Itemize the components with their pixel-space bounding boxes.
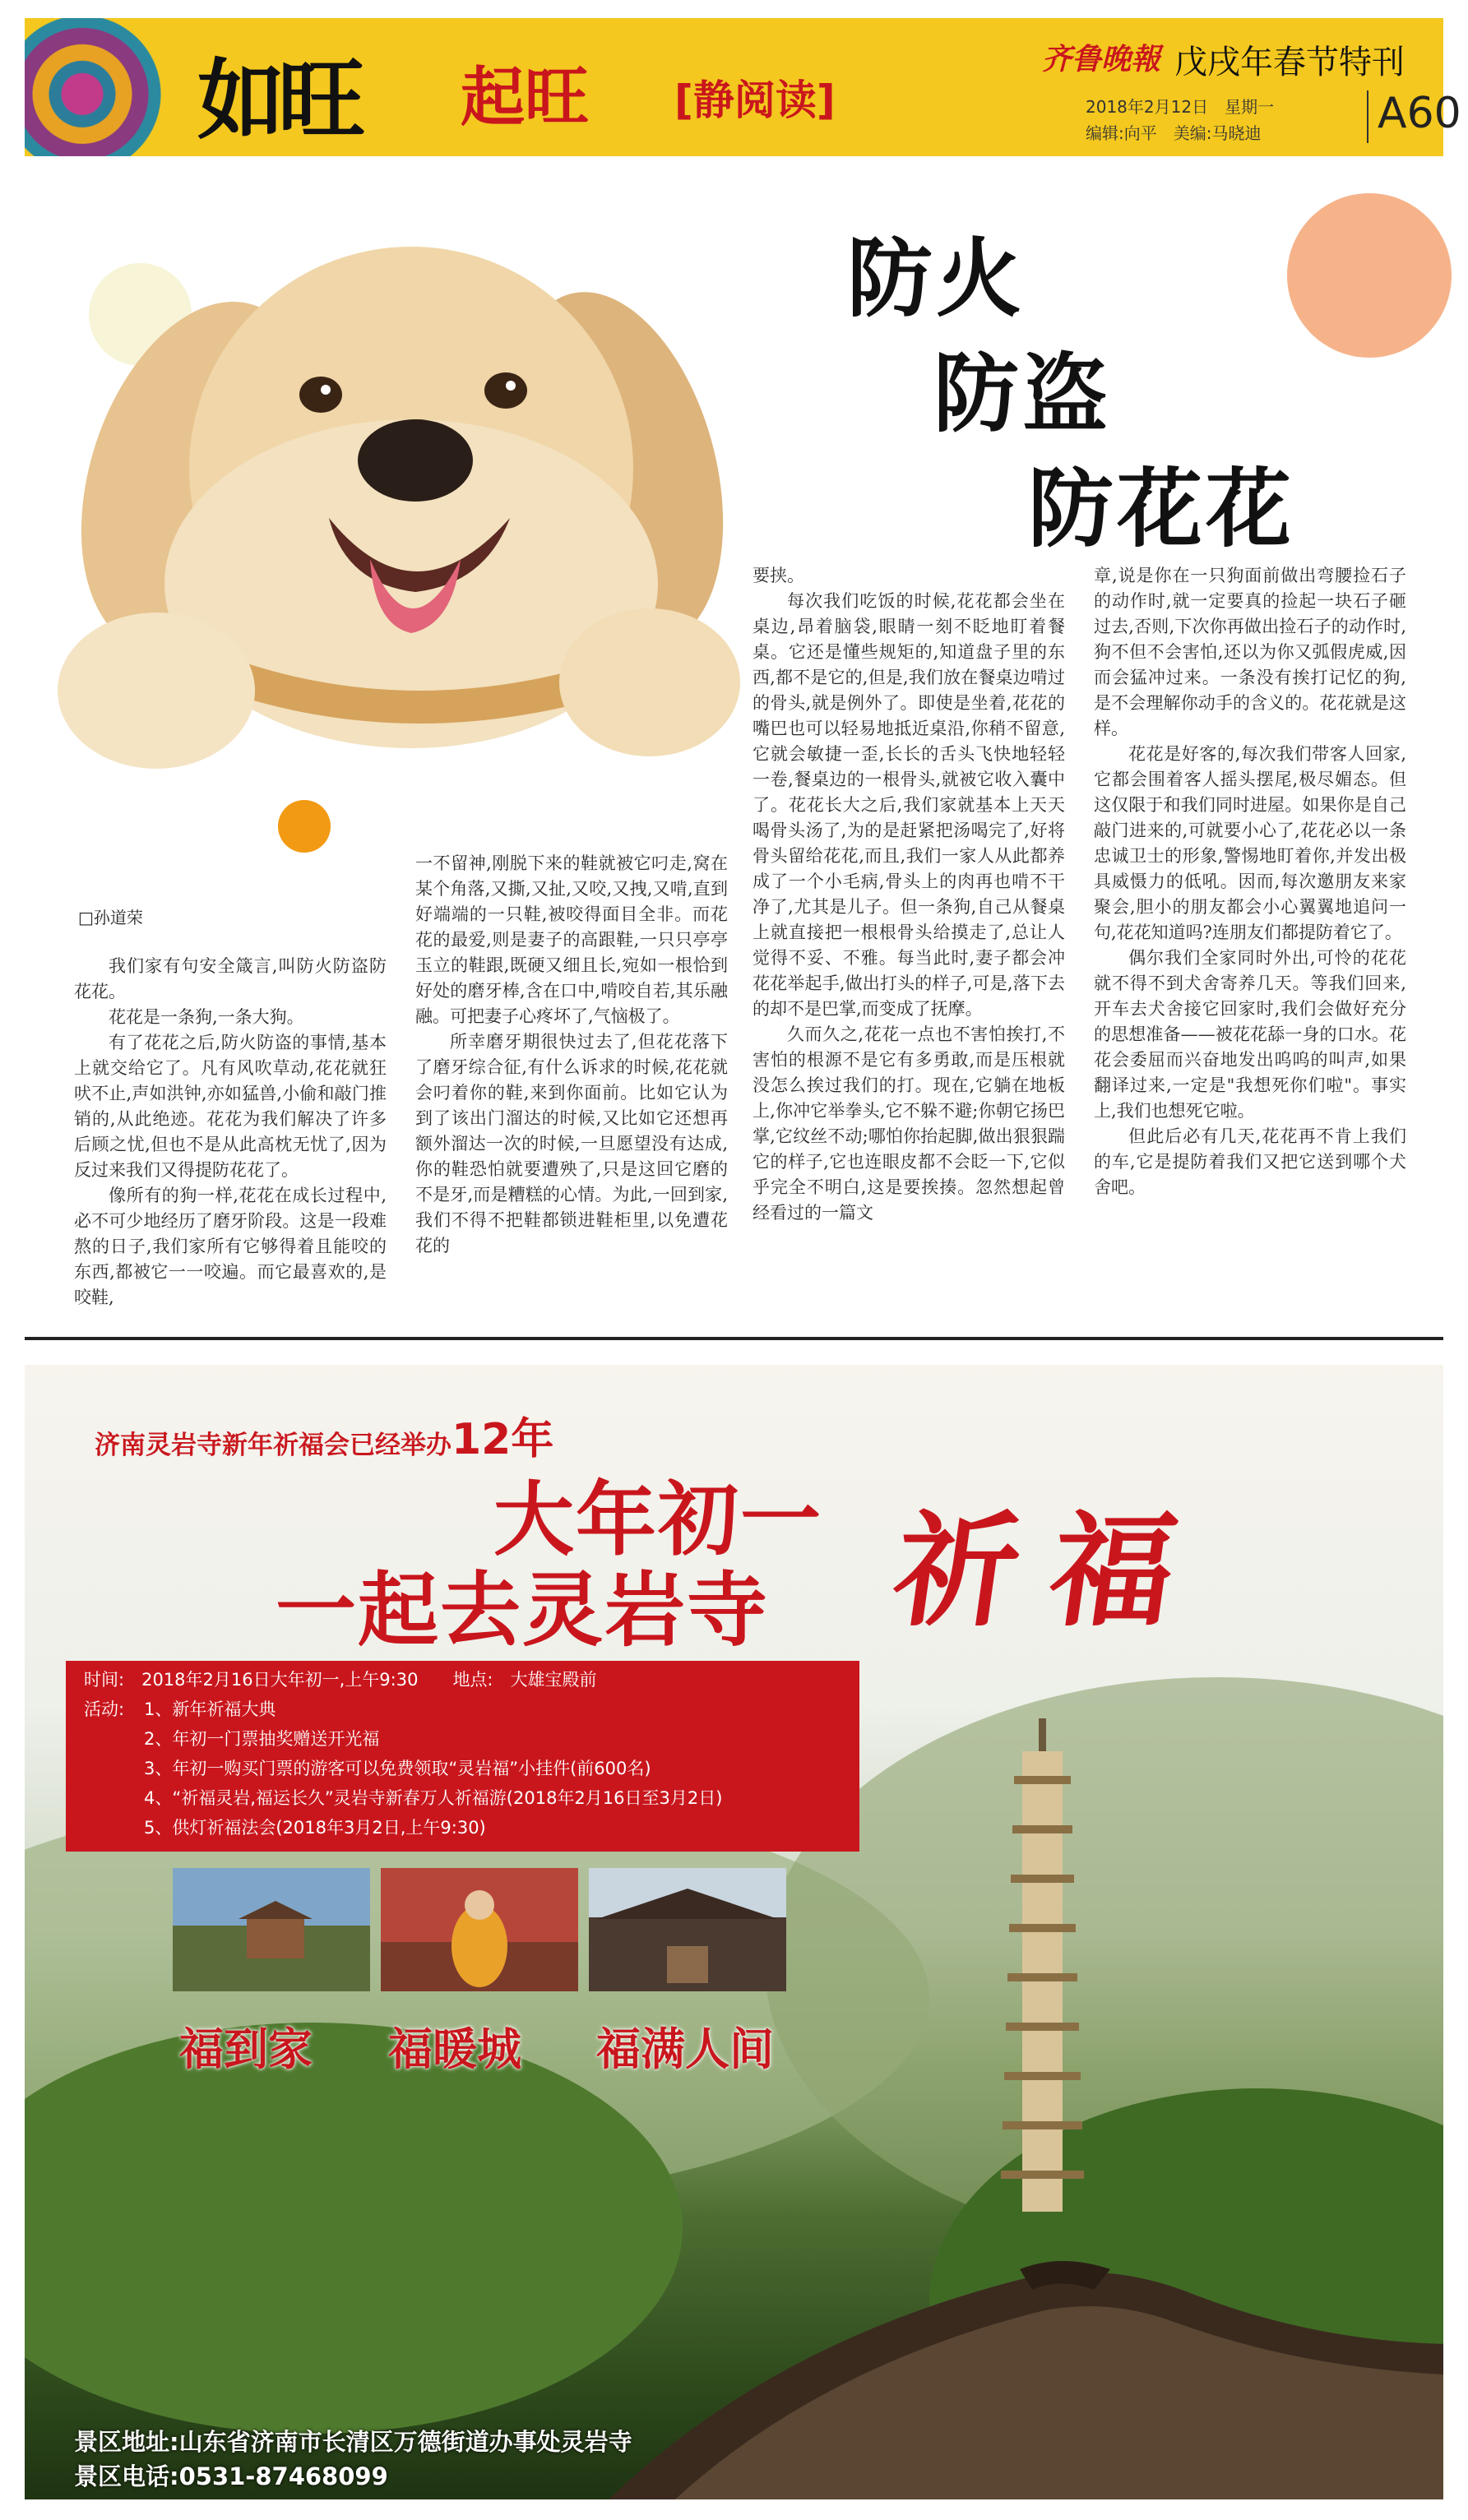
activities-label: 活动: [84, 1699, 125, 1719]
decor-circle-peach [1287, 193, 1452, 358]
brush-title-2: 起旺 [461, 60, 590, 135]
decorative-pattern [25, 18, 169, 156]
paragraph: 我们家有句安全箴言,叫防火防盗防花花。 [74, 956, 387, 1001]
ad-subtitle [95, 1404, 553, 1466]
divider [1367, 90, 1368, 143]
event-info-box [66, 1661, 859, 1852]
paragraph: 一不留神,刚脱下来的鞋就被它叼走,窝在某个角落,又撕,又扯,又咬,又拽,又啃,直到好端端的一只鞋,被咬得面目全非。而花花的最爱,则是妻子的高跟鞋,一只只亭亭玉立的鞋跟,既硬又细且长,宛如一根恰到好处的磨牙棒,含在口中,啃咬自若,其乐融融。可把妻子心疼坏了,气恼极了。 [415, 853, 728, 1026]
article-title-line-3: 防花花 [1028, 458, 1295, 559]
byline: □孙道荣 [78, 908, 143, 927]
paragraph: 章,说是你在一只狗面前做出弯腰捡石子的动作时,就一定要真的捡起一块石子砸过去,否则,下次你再做出捡石子的动作时,狗不但不会害怕,还以为你又弧假虎威,因而会猛冲过来。一条没有挨打记忆的狗,是不会理解你动手的含义的。花花就是这样。 [1094, 566, 1406, 738]
section-divider [25, 1337, 1443, 1340]
article-title-line-2: 防盗 [933, 343, 1112, 444]
paragraph: 偶尔我们全家同时外出,可怜的花花就不得不到犬舍寄养几天。等我们回来,开车去犬舍接它回家时,我们会做好充分的思想准备——被花花舔一身的口水。花花会委屈而兴奋地发出呜呜的叫声,如果翻译过来,一定是"我想死你们啦"。事实上,我们也想死它啦。 [1094, 948, 1406, 1121]
photo-temple-hall [589, 1868, 786, 1991]
slogan-1: 福到家 [179, 2023, 313, 2075]
page-number: A60 [1378, 89, 1461, 138]
activity-item: 1、新年祈福大典 [144, 1699, 276, 1719]
activity-item: 3、年初一购买门票的游客可以免费领取“灵岩福”小挂件(前600名) [144, 1759, 651, 1778]
ad-blessing-calligraphy: 祈福 [884, 1499, 1218, 1644]
paragraph: 有了花花之后,防火防盗的事情,基本上就交给它了。凡有风吹草动,花花就狂吠不止,声如洪钟,亦如猛兽,小偷和敲门推销的,从此绝迹。花花为我们解决了许多后顾之忧,但也不是从此高枕无忧了,因为反过来我们又得提防花花了。 [74, 1033, 387, 1180]
article-column-3 [753, 563, 1065, 1226]
paragraph: 但此后必有几天,花花再不肯上我们的车,它是提防着我们又把它送到哪个犬舍吧。 [1094, 1126, 1406, 1197]
paragraph: 每次我们吃饭的时候,花花都会坐在桌边,昂着脑袋,眼睛一刻不眨地盯着餐桌。它还是懂些规矩的,知道盘子里的东西,都不是它的,但是,我们放在餐桌边啃过的骨头,就是例外了。即使是坐着,花花的嘴巴也可以轻易地抵近桌沿,你稍不留意,它就会敏捷一歪,长长的舌头飞快地轻轻一卷,餐桌边的一根骨头,就被它收入囊中了。花花长大之后,我们家就基本上天天喝骨头汤了,为的是赶紧把汤喝完了,好将骨头留给花花,而且,我们一家人从此都养成了一个小毛病,骨头上的肉再也啃不干净了,尤其是儿子。但一条狗,自己从餐桌上就直接把一根根骨头给摸走了,总让人觉得不妥、不雅。每当此时,妻子都会冲花花举起手,做出打头的样子,可是,落下去的却不是巴掌,而变成了抚摩。 [753, 591, 1065, 1019]
section-tag: [静阅读] [674, 76, 836, 124]
slogan-2: 福暖城 [388, 2023, 521, 2075]
photo-monk-ceremony [381, 1868, 578, 1991]
paragraph: 像所有的狗一样,花花在成长过程中,必不可少地经历了磨牙阶段。这是一段难熬的日子,我们家所有它够得着且能咬的东西,都被它一一咬遍。而它最喜欢的,是咬鞋, [74, 1186, 387, 1307]
ad-subtitle-text: 济南灵岩寺新年祈福会已经举办 [95, 1431, 452, 1460]
page-header [25, 18, 1461, 156]
place-value: 大雄宝殿前 [510, 1670, 597, 1690]
paragraph: 花花是好客的,每次我们带客人回家,它都会围着客人摇头摆尾,极尽媚态。但这仅限于和我们同时进屋。如果你是自己敲门进来的,可就要小心了,花花必以一条忠诚卫士的形象,警惕地盯着你,并发出极具威慑力的低吼。因而,每次邀朋友来家聚会,胆小的朋友都会小心翼翼地追问一句,花花知道吗?连朋友们都提防着它了。 [1094, 744, 1406, 942]
ad-headline-1: 大年初一 [493, 1473, 823, 1567]
article-column-4 [1094, 563, 1406, 1200]
ad-subtitle-number: 12年 [452, 1415, 554, 1464]
slogan-3: 福满人间 [596, 2023, 774, 2075]
puppy-illustration [25, 197, 765, 773]
activity-item: 5、供灯祈福法会(2018年3月2日,上午9:30) [144, 1818, 486, 1838]
temple-roof-illustration [600, 2245, 1443, 2499]
paragraph: 所幸磨牙期很快过去了,但花花落下了磨牙综合征,有什么诉求的时候,花花就会叼着你的鞋,来到你面前。比如它认为到了该出门溜达的时候,又比如它还想再额外溜达一次的时候,一旦愿望没有达成,你的鞋恐怕就要遭殃了,只是这回它磨的不是牙,而是糟糕的心情。为此,一回到家,我们不得不把鞋都锁进鞋柜里,以免遭花花的 [415, 1032, 728, 1255]
activity-item: 4、“祈福灵岩,福运长久”灵岩寺新春万人祈福游(2018年2月16日至3月2日) [144, 1788, 723, 1808]
editors-line: 编辑:向平 美编:马晓迪 [1086, 123, 1262, 143]
issue-date: 2018年2月12日 星期一 [1086, 97, 1275, 117]
pagoda-illustration [999, 1718, 1086, 2228]
article-title-line-1: 防火 [847, 228, 1026, 329]
decor-circle-orange [278, 800, 331, 853]
time-row [84, 1664, 597, 1695]
brush-title: 如旺 [197, 50, 359, 151]
newspaper-logo: 齐鲁晚報 [1042, 42, 1161, 76]
temple-advertisement [25, 1365, 1443, 2499]
activity-item: 2、年初一门票抽奖赠送开光福 [144, 1729, 380, 1749]
time-label: 时间: [84, 1670, 125, 1690]
time-value: 2018年2月16日大年初一,上午9:30 [141, 1670, 419, 1690]
paragraph: 要挟。 [753, 566, 804, 585]
scenic-phone: 景区电话:0531-87468099 [74, 2462, 388, 2490]
article-column-2 [415, 851, 728, 1259]
article-column-1 [74, 954, 387, 1311]
paragraph: 久而久之,花花一点也不害怕挨打,不害怕的根源不是它有多勇敢,而是压根就没怎么挨过我们的打。现在,它躺在地板上,你冲它举拳头,它不躲不避;你朝它扬巴掌,它纹丝不动;哪怕你抬起脚,做出狠狠踹它的样子,它也连眼皮都不会眨一下,它似乎完全不明白,这是要挨揍。忽然想起曾经看过的一篇文 [753, 1024, 1065, 1223]
ad-headline-2: 一起去灵岩寺 [276, 1564, 770, 1658]
photo-temple-gate [173, 1868, 370, 1991]
special-issue-title: 戊戌年春节特刊 [1174, 44, 1405, 81]
paragraph: 花花是一条狗,一条大狗。 [109, 1007, 304, 1027]
place-label: 地点: [452, 1670, 493, 1690]
scenic-address: 景区地址:山东省济南市长清区万德街道办事处灵岩寺 [74, 2428, 632, 2456]
